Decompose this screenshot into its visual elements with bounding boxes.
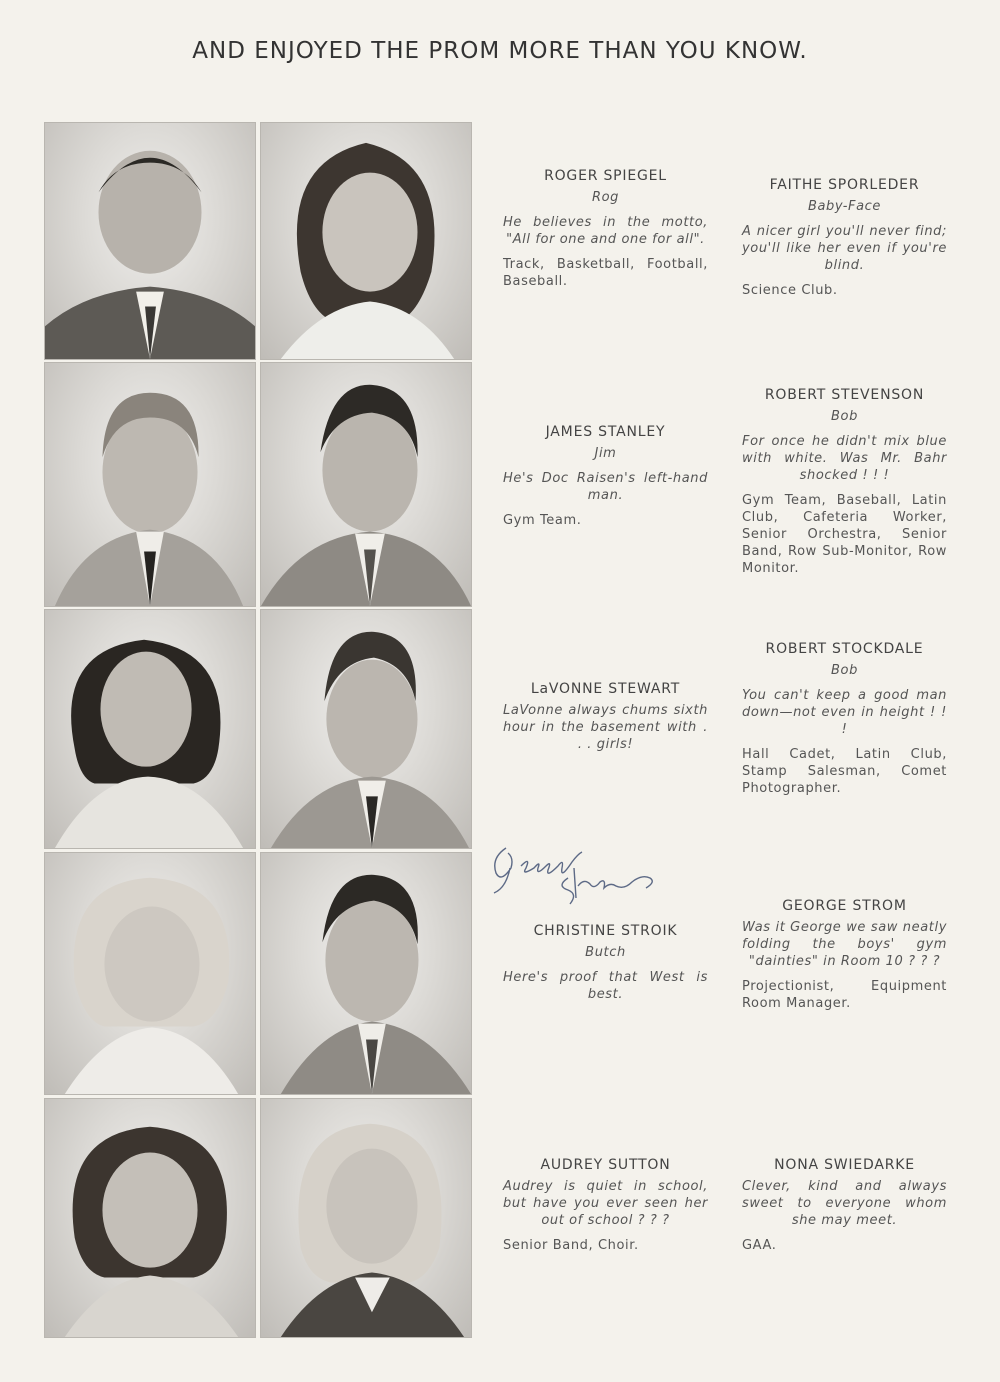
entry-robert-stockdale xyxy=(742,641,947,797)
student-activities: Track, Basketball, Football, Baseball. xyxy=(503,257,708,289)
portrait-photo-george-strom xyxy=(260,852,472,1095)
entry-lavonne-stewart xyxy=(503,681,708,761)
student-nickname: Bob xyxy=(831,663,858,678)
student-quote: For once he didn't mix blue with white. Was Mr. Bahr shocked ! ! ! xyxy=(742,434,947,483)
student-quote: Here's proof that West is best. xyxy=(503,970,708,1002)
student-quote: He's Doc Raisen's left-hand man. xyxy=(503,471,708,503)
portrait-photo-james-stanley xyxy=(44,362,256,607)
student-activities: Senior Band, Choir. xyxy=(503,1238,639,1253)
portrait-photo-roger-spiegel xyxy=(44,122,256,360)
student-quote: Audrey is quiet in school, but have you ever seen her out of school ? ? ? xyxy=(503,1179,708,1228)
student-activities: Hall Cadet, Latin Club, Stamp Salesman, Comet Photographer. xyxy=(742,747,947,796)
entry-roger-spiegel xyxy=(503,168,708,290)
student-name: LaVONNE STEWART xyxy=(530,681,681,697)
student-activities: Projectionist, Equipment Room Manager. xyxy=(742,979,947,1011)
student-nickname: Rog xyxy=(591,190,620,205)
entry-faithe-sporleder xyxy=(742,177,947,299)
page-heading: AND ENJOYED THE PROM MORE THAN YOU KNOW. xyxy=(192,38,808,64)
entry-audrey-sutton xyxy=(503,1157,708,1254)
student-quote: A nicer girl you'll never find; you'll like her even if you're blind. xyxy=(742,224,947,273)
student-activities: GAA. xyxy=(742,1238,777,1253)
student-quote: He believes in the motto, "All for one and one for all". xyxy=(503,215,708,247)
student-name: GEORGE STROM xyxy=(782,898,907,914)
portrait-photo-faithe-sporleder xyxy=(260,122,472,360)
student-name: CHRISTINE STROIK xyxy=(533,923,678,939)
student-name: FAITHE SPORLEDER xyxy=(769,177,920,193)
entry-george-strom xyxy=(742,898,947,1012)
student-activities: Gym Team, Baseball, Latin Club, Cafeteria Worker, Senior Orchestra, Senior Band, Row Sub-Monitor, Row Monitor. xyxy=(742,493,947,576)
entry-christine-stroik xyxy=(503,923,708,1011)
student-quote: Was it George we saw neatly folding the boys' gym "dainties" in Room 10 ? ? ? xyxy=(742,920,947,969)
student-nickname: Baby-Face xyxy=(807,199,882,214)
student-name: JAMES STANLEY xyxy=(545,424,666,440)
student-nickname: Butch xyxy=(585,945,626,960)
student-nickname: Bob xyxy=(831,409,858,424)
student-activities: Gym Team. xyxy=(503,513,582,528)
student-name: NONA SWIEDARKE xyxy=(774,1157,915,1173)
student-name: AUDREY SUTTON xyxy=(540,1157,671,1173)
student-quote: You can't keep a good man down—not even in height ! ! ! xyxy=(742,688,947,737)
entry-james-stanley xyxy=(503,424,708,529)
portrait-photo-lavonne-stewart xyxy=(44,609,256,849)
student-name: ROBERT STOCKDALE xyxy=(765,641,924,657)
student-activities: Science Club. xyxy=(742,283,838,298)
portrait-photo-nona-swiedarke xyxy=(260,1098,472,1338)
student-name: ROBERT STEVENSON xyxy=(764,387,925,403)
entry-nona-swiedarke xyxy=(742,1157,947,1254)
portrait-photo-audrey-sutton xyxy=(44,1098,256,1338)
portrait-photo-robert-stockdale xyxy=(260,609,472,849)
student-quote: Clever, kind and always sweet to everyone whom she may meet. xyxy=(742,1179,947,1228)
student-quote: LaVonne always chums sixth hour in the basement with . . . girls! xyxy=(503,703,708,752)
student-nickname: Jim xyxy=(594,446,617,461)
george-strom-signature xyxy=(486,838,666,908)
portrait-photo-robert-stevenson xyxy=(260,362,472,607)
student-name: ROGER SPIEGEL xyxy=(544,168,667,184)
entry-robert-stevenson xyxy=(742,387,947,577)
portrait-photo-christine-stroik xyxy=(44,852,256,1095)
